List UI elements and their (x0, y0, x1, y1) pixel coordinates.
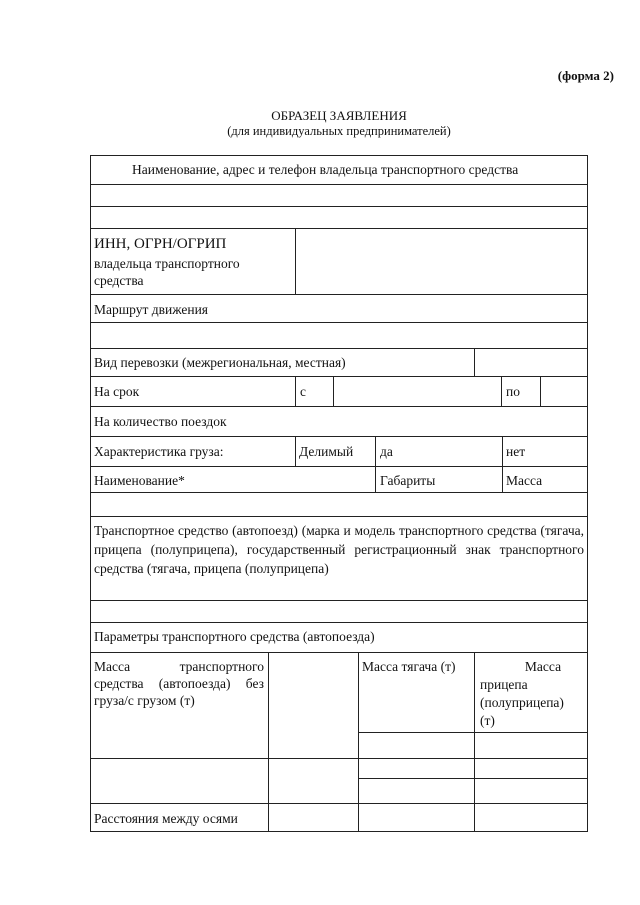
trailer-mass-label (480, 658, 576, 730)
document-subtitle: (для индивидуальных предпринимателей) (227, 124, 451, 138)
term-to-label: по (506, 384, 520, 399)
divisible-label: Делимый (299, 444, 354, 459)
owner-header-label: Наименование, адрес и телефон владельца транспортного средства (132, 162, 519, 177)
vehicle-params-label: Параметры транспортного средства (автопоезда) (94, 629, 375, 644)
no-label: нет (506, 444, 526, 459)
mass-label: Масса (506, 473, 543, 488)
application-form-table (90, 155, 588, 832)
inn-label: ИНН, ОГРН/ОГРИП (94, 236, 227, 252)
vehicle-description-label: Транспортное средство (автопоезд) (марка и модель транспортного средства (тягача, прицепа (полуприцепа), государственный регистрационный знак транспортного средства (тягача, прицепа (полуприцепа) (94, 523, 584, 576)
term-from-label: с (300, 384, 306, 399)
name-label: Наименование* (94, 473, 185, 488)
vehicle-mass-label: Масса транспортного средства (автопоезда) без груза/с грузом (т) (94, 659, 264, 708)
dimensions-label: Габариты (380, 473, 436, 488)
form-number: (форма 2) (557, 68, 614, 83)
axle-distance-label: Расстояния между осями (94, 811, 238, 826)
trips-label: На количество поездок (94, 414, 227, 429)
trailer-mass-rest: прицепа (полуприцепа) (т) (480, 677, 564, 728)
transport-type-label: Вид перевозки (межрегиональная, местная) (94, 355, 346, 370)
trailer-mass-word: Масса (524, 659, 562, 674)
yes-label: да (380, 444, 393, 459)
route-label: Маршрут движения (94, 302, 209, 317)
tractor-mass-label: Масса тягача (т) (362, 659, 456, 674)
term-label: На срок (94, 384, 140, 399)
document-title: ОБРАЗЕЦ ЗАЯВЛЕНИЯ (271, 108, 407, 123)
cargo-char-label: Характеристика груза: (94, 444, 224, 459)
inn-owner-label: владельца транспортного средства (94, 256, 240, 288)
